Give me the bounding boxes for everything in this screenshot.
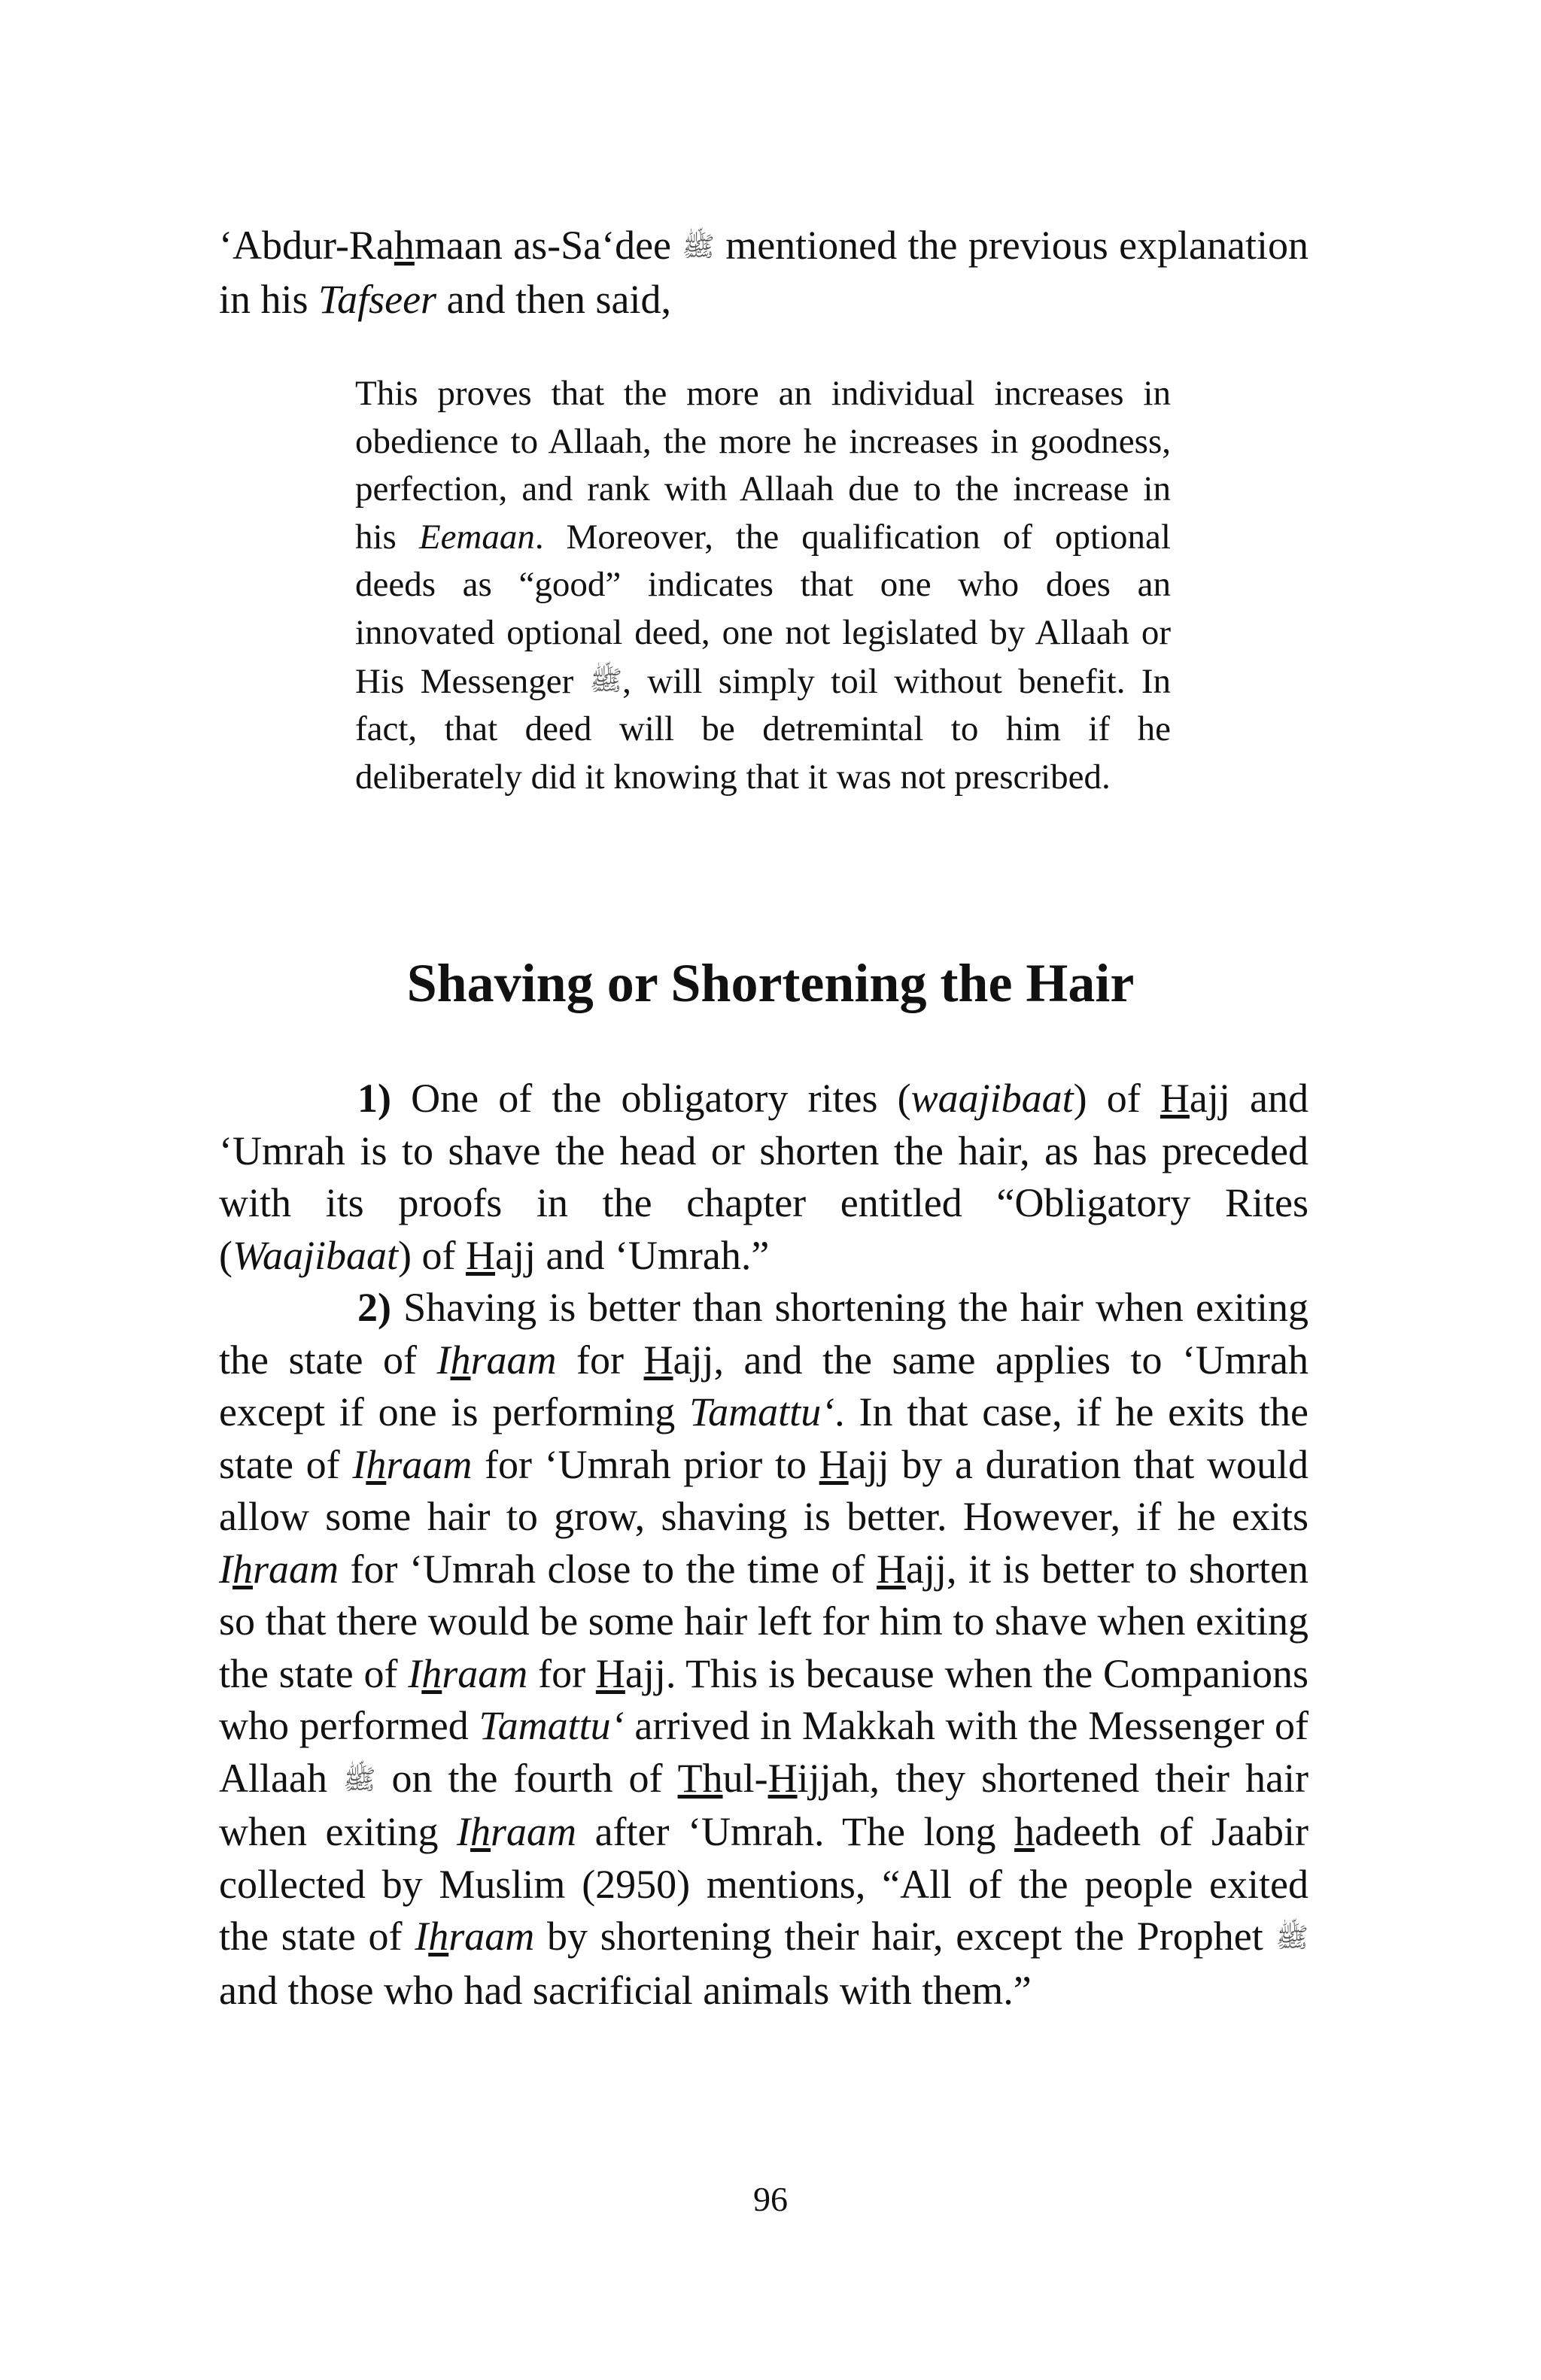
- honorific-glyph: ﷺ: [342, 1764, 376, 1796]
- paragraph-2: 2) Shaving is better than shortening the hair when exiting the state of Ihraam for Hajj, and the same applies to ‘Umrah except if one is performing Tamattu‘. In that case, if he exits the state of Ihraam for ‘Umrah prior to Hajj by a duration that would allow some hair to grow, shaving is better. However, if he exits Ihraam for ‘Umrah close to the time of Hajj, it is better to shorten so that there would be some hair left for him to shave when exiting the state of Ihraam for Hajj. This is because when the Companions who performed Tamattu‘ arrived in Makkah with the Messenger of Allaah ﷺ on the fourth of Thul-Hijjah, they shortened their hair when exiting Ihraam after ‘Umrah. The long hadeeth of Jaabir collected by Muslim (2950) mentions, “All of the people exited the state of Ihraam by shortening their hair, except the Prophet ﷺ and those who had sacrificial animals with them.”: [219, 1285, 1308, 2013]
- intro-paragraph: ‘Abdur-Rahmaan as-Sa‘dee ﷺ mentioned the previous explanation in his Tafseer and then said,: [219, 223, 1308, 322]
- section-heading: Shaving or Shortening the Hair: [406, 953, 1135, 1013]
- block-quote: This proves that the more an individual increases in obedience to Allaah, the more he increases in goodness, perfection, and rank with Allaah due to the increase in his Eemaan. Moreover, the qualification of optional deeds as “good” indicates that one who does an innovated optional deed, one not legislated by Allaah or His Messenger ﷺ, will simply toil without benefit. In fact, that deed will be detremintal to him if he deliberately did it knowing that it was not prescribed.: [355, 374, 1171, 797]
- honorific-glyph: ﷺ: [1275, 1923, 1308, 1953]
- paragraph-1: 1) One of the obligatory rites (waajibaat) of Hajj and ‘Umrah is to shave the head or shorten the hair, as has preceded with its proofs in the chapter entitled “Obligatory Rites (Waajibaat) of Hajj and ‘Umrah.”: [219, 1076, 1308, 1278]
- honorific-glyph: ﷺ: [682, 232, 715, 263]
- page-number: 96: [753, 2180, 788, 2218]
- honorific-glyph: ﷺ: [589, 665, 623, 697]
- body-text: [219, 1073, 1308, 2017]
